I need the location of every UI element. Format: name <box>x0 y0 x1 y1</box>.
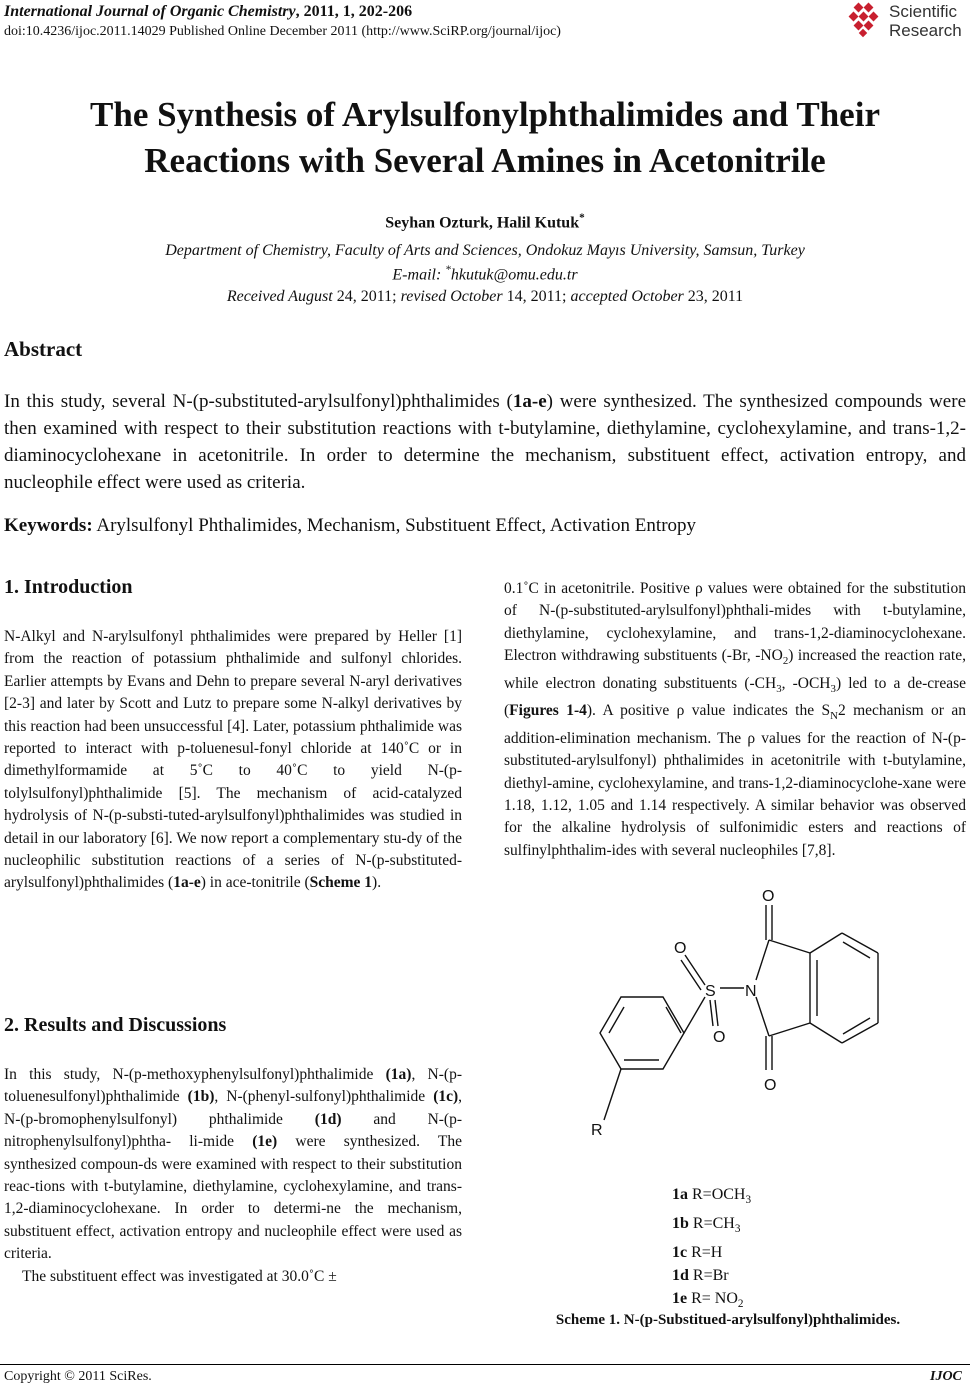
rc-text-2: ) increased the reaction rate, while electron donating substituents (-CH <box>504 647 966 692</box>
journal-volume: , 2011, 1, 202-206 <box>295 3 413 20</box>
paper-title <box>0 92 970 184</box>
logo-line-2: Research <box>889 21 962 40</box>
abstract-text-2: ) were synthesized. The synthesized compounds were then examined with respect to their substitution reactions with t-butylamine, diethylamine, cyclohexylamine, and trans-1,2-diaminocyclohexane in acetonitrile. In order to determine the mechanism, substituent effect, activation entropy, and nucleophile effect were used as criteria. <box>4 391 967 493</box>
rc-sub-3: 3 <box>830 682 836 695</box>
abstract-body <box>4 388 966 496</box>
atom-s: S <box>705 983 716 1000</box>
label-text: R=Br <box>688 1267 729 1285</box>
label-1c <box>672 1241 751 1264</box>
intro-compound-ref: 1a-e <box>173 874 201 892</box>
scientific-research-logo <box>845 2 970 42</box>
footer-journal-abbr: IJOC <box>930 1369 962 1384</box>
label-1b <box>672 1212 751 1241</box>
email-line <box>0 264 970 284</box>
title-line-2: Reactions with Several Amines in Acetonitrile <box>144 141 826 180</box>
compound-ref-1b: (1b) <box>187 1088 215 1106</box>
label-text: R=CH <box>688 1215 735 1233</box>
journal-name: International Journal of Organic Chemistry <box>4 3 296 20</box>
accepted-label: accepted October <box>570 288 684 305</box>
intro-scheme-ref: Scheme 1 <box>309 874 373 892</box>
compound-ref-1a: (1a) <box>385 1066 412 1083</box>
results-text-7: The substituent effect was investigated at 30.0˚C ± <box>22 1267 337 1285</box>
email-label: E-mail: <box>392 266 446 284</box>
rc-sub-2: 3 <box>776 682 782 695</box>
results-text-2: , N-(p-toluenesulfonyl)phthalimide <box>4 1066 462 1106</box>
revised-date: 14, 2011; <box>502 288 571 305</box>
accepted-date: 23, 2011 <box>683 288 744 305</box>
label-sub: 3 <box>745 1194 752 1207</box>
results-text-4: , N-(p-bromophenylsulfonyl) phthalimide <box>4 1088 463 1128</box>
aryl-ring <box>600 997 684 1069</box>
keywords-list: Arylsulfonyl Phthalimides, Mechanism, Substituent Effect, Activation Entropy <box>92 515 697 536</box>
results-text-3: , N-(phenyl-sulfonyl)phthalimide <box>214 1088 434 1106</box>
rc-text-3: , -OCH <box>781 674 831 692</box>
rc-text-6: 2 mechanism or an addition-elimination mechanism. The ρ values for the reaction of N-(p-substituted-arylsulfonyl) phthalimides in acetonitrile with t-butylamine, diethyl-amine, cyclohexylamine, and trans-1,2-diaminocyclohe-xane were 1.18, 1.12, 1.05 and 1.14 respectively. A similar behavior was observed for the alkaline hydrolysis of sulfonimidic esters and reactions of sulfinylphthalim-ides with several nucleophiles [7,8]. <box>504 702 966 859</box>
logo-mark-icon <box>845 2 885 38</box>
abstract-compound-ref: 1a-e <box>512 391 547 412</box>
atom-o-mid: O <box>713 1029 726 1046</box>
label-text: R=OCH <box>688 1186 746 1203</box>
revised-label: revised October <box>400 288 503 305</box>
footer-copyright: Copyright © 2011 SciRes. <box>4 1369 152 1384</box>
label-id: 1d <box>672 1267 689 1285</box>
rc-text-4: ) led to a de-crease ( <box>504 674 967 720</box>
intro-heading: 1. Introduction <box>4 576 133 598</box>
abstract-heading: Abstract <box>4 337 83 361</box>
journal-header <box>4 3 412 21</box>
label-id: 1b <box>672 1215 689 1233</box>
abstract-text-1: In this study, several N-(p-substituted-arylsulfonyl)phthalimides ( <box>4 391 513 412</box>
label-id: 1c <box>672 1244 688 1262</box>
rc-sub-4: N <box>830 710 838 723</box>
atom-o-top: O <box>762 888 775 905</box>
results-paragraph <box>4 1064 462 1288</box>
rc-text-5: ). A positive ρ value indicates the S <box>586 702 831 720</box>
email-mark: * <box>445 264 451 276</box>
author-names: Seyhan Ozturk, Halil Kutuk <box>385 214 580 232</box>
received-label: Received August <box>226 288 333 305</box>
intro-text-3: ). <box>372 874 382 892</box>
logo-text <box>889 2 962 40</box>
chemical-structure <box>560 560 920 1160</box>
keywords <box>4 515 696 537</box>
compound-ref-1d: (1d) <box>314 1110 342 1128</box>
scheme-caption: Scheme 1. N-(p-Substitued-arylsulfonyl)phthalimides. <box>555 1312 901 1328</box>
compound-ref-1e: (1e) <box>252 1133 278 1151</box>
intro-text-2: ) in ace-tonitrile ( <box>200 874 310 892</box>
atom-n: N <box>745 983 757 1000</box>
received-dates <box>0 288 970 306</box>
scheme-compound-labels <box>672 1183 751 1317</box>
footer-divider <box>0 1364 970 1365</box>
received-date: 24, 2011; <box>332 288 401 305</box>
label-id: 1e <box>672 1290 688 1308</box>
label-text: R= NO <box>687 1290 738 1308</box>
intro-paragraph <box>4 626 462 895</box>
results-text-5: and N-(p-nitrophenylsulfonyl)phtha- li-mide <box>4 1110 463 1151</box>
label-1d <box>672 1264 751 1287</box>
label-sub: 2 <box>737 1298 744 1311</box>
results-text-1: In this study, N-(p-methoxyphenylsulfonyl)phthalimide <box>4 1066 386 1083</box>
atom-o-bottom: O <box>764 1077 777 1094</box>
rc-text-1: 0.1˚C in acetonitrile. Positive ρ values were obtained for the substitution of N-(p-substituted-arylsulfonyl)phthali-mides with t-butylamine, diethylamine, cyclohexylamine, and trans-1,2-diaminocyclohexane. Electron withdrawing substituents (-Br, -NO <box>504 580 966 665</box>
intro-text-1: N-Alkyl and N-arylsulfonyl phthalimides were prepared by Heller [1] from the reaction of potassium phthalimide and sulfonyl chlorides. Earlier attempts by Evans and Dehn to prepare several N-aryl derivatives [2-3] and later by Scott and Lutz to prepare some N-alkyl derivatives by this reaction had been unsuccessful [4]. Later, potassium phthalimide was reported to interact with p-toluenesul-fonyl chloride at 140˚C or in dimethylformamide at 5˚C to 40˚C to yield N-(p-tolylsulfonyl)phthalimide [5]. The mechanism of acid-catalyzed hydrolysis of N-(p-substi-tuted-arylsulfonyl)phthalimides was studied in detail in our laboratory [6]. We now report a complementary stu-dy of the nucleophilic substitution reactions of a series of N-(p-substituted-arylsulfonyl)phthalimides ( <box>4 628 462 892</box>
label-1a <box>672 1183 751 1212</box>
doi-line[interactable]: doi:10.4236/ijoc.2011.14029 Published Online December 2011 (http://www.SciRP.org/journal/ijoc) <box>4 24 561 39</box>
label-sub: 3 <box>734 1223 741 1236</box>
atom-o-left: O <box>674 940 687 957</box>
corresponding-mark: * <box>579 212 585 224</box>
compound-ref-1c: (1c) <box>433 1088 459 1106</box>
email-address[interactable]: hkutuk@omu.edu.tr <box>450 266 578 284</box>
atom-r: R <box>591 1122 603 1139</box>
title-line-1: The Synthesis of Arylsulfonylphthalimides and Their <box>90 95 880 134</box>
rc-sub-1: 2 <box>782 655 789 668</box>
label-text: R=H <box>687 1244 723 1262</box>
logo-line-1: Scientific <box>889 2 958 21</box>
keywords-label: Keywords: <box>4 515 93 536</box>
label-id: 1a <box>672 1186 688 1203</box>
authors <box>0 212 970 232</box>
results-heading: 2. Results and Discussions <box>4 1014 227 1036</box>
rc-figures-ref: Figures 1-4 <box>509 702 587 720</box>
results-text-6: were synthesized. The synthesized compoun-ds were examined with respect to their substitution reac-tions with t-butylamine, diethylamine, cyclohexylamine, and trans-1,2-diaminocyclohexane. In order to determi-ne the mechanism, substituent effect, activation entropy and nucleophile effect were used as criteria. <box>4 1133 463 1263</box>
affiliation: Department of Chemistry, Faculty of Arts and Sciences, Ondokuz Mayıs University, Samsun, Turkey <box>165 242 805 259</box>
